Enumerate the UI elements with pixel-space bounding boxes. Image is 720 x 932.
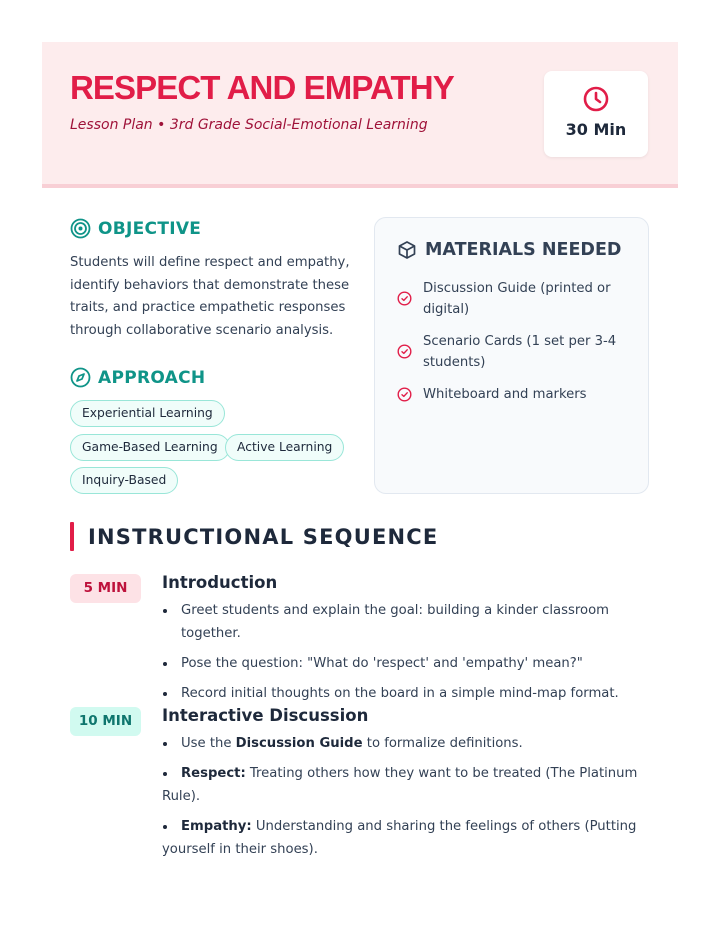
sequence-heading: [70, 522, 438, 551]
materials-heading-label: MATERIALS NEEDED: [425, 240, 622, 260]
approach-heading-label: APPROACH: [98, 367, 206, 388]
step-item: [162, 762, 652, 808]
material-item-label: Scenario Cards (1 set per 3-4 students): [423, 334, 617, 370]
approach-tag: Active Learning: [225, 434, 344, 461]
sequence-accent-bar: [70, 522, 74, 551]
step-item: Record initial thoughts on the board in a simple mind-map format.: [162, 682, 652, 705]
step-time-badge: 5 MIN: [70, 574, 141, 603]
clock-icon: [582, 85, 610, 113]
step-title: Interactive Discussion: [162, 706, 369, 725]
lesson-header: [42, 42, 678, 188]
step-item-bold: Discussion Guide: [235, 736, 363, 751]
duration-card: [544, 71, 648, 157]
step-title: Introduction: [162, 573, 278, 592]
page-title: RESPECT AND EMPATHY: [70, 69, 454, 106]
step-item-text: to formalize definitions.: [362, 736, 523, 751]
approach-tag: Inquiry-Based: [70, 467, 178, 494]
step-item: [162, 815, 652, 861]
step-item: Greet students and explain the goal: building a kinder classroom together.: [162, 599, 652, 645]
step-time-badge: 10 MIN: [70, 707, 141, 736]
material-item-label: Whiteboard and markers: [423, 387, 587, 402]
box-icon: [397, 240, 417, 260]
objective-text: Students will define respect and empathy, identify behaviors that demonstrate these traits, and practice empathetic responses through collaborative scenario analysis.: [70, 255, 350, 338]
objective-heading: [70, 218, 201, 239]
page-subtitle: Lesson Plan • 3rd Grade Social-Emotional Learning: [70, 117, 428, 133]
step-item-list: [162, 732, 652, 861]
step-item-text: Understanding and sharing the feelings of others (Putting yourself in their shoes).: [162, 819, 637, 857]
check-circle-icon: [397, 291, 412, 306]
step-item-text: Use the: [181, 736, 236, 751]
step-item-bold: Empathy:: [181, 819, 252, 834]
step-item-text: Treating others how they want to be treated (The Platinum Rule).: [162, 766, 638, 804]
check-circle-icon: [397, 344, 412, 359]
materials-heading: [397, 240, 621, 260]
target-icon: [70, 218, 91, 239]
step-item: Pose the question: "What do 'respect' and 'empathy' mean?": [162, 652, 652, 675]
step-item-bold: Respect:: [181, 766, 246, 781]
sequence-heading-label: INSTRUCTIONAL SEQUENCE: [88, 524, 439, 549]
approach-heading: [70, 367, 205, 388]
materials-card: [374, 217, 649, 494]
check-circle-icon: [397, 387, 412, 402]
step-item: [162, 732, 652, 755]
duration-value: 30 Min: [565, 120, 627, 139]
objective-heading-label: OBJECTIVE: [98, 218, 202, 239]
step-item-list: [162, 599, 652, 705]
approach-tag: Game-Based Learning: [70, 434, 230, 461]
material-item-label: Discussion Guide (printed or digital): [423, 281, 611, 317]
compass-icon: [70, 367, 91, 388]
approach-tag: Experiential Learning: [70, 400, 225, 427]
